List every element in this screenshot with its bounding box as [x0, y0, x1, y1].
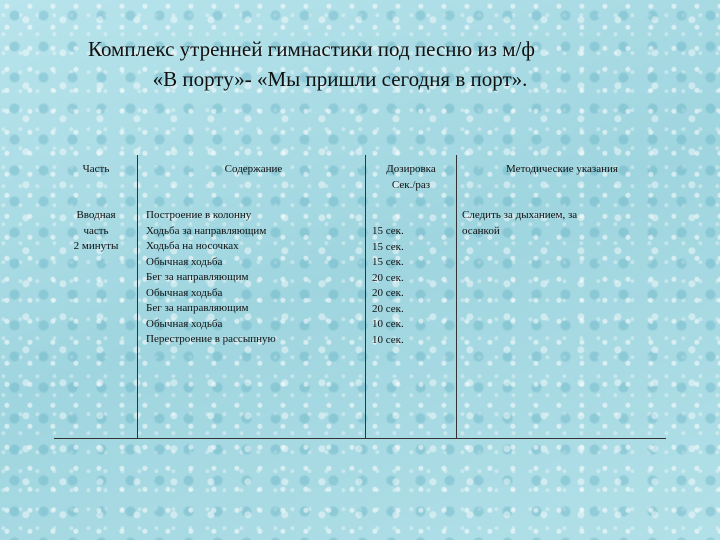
content-item: Построение в колонну [146, 209, 252, 221]
cell-dosage [372, 224, 458, 348]
dosage-item: 10 сек. [372, 333, 404, 346]
content-item: Ходьба на носочках [146, 240, 239, 252]
header-content: Содержание [224, 163, 283, 175]
guideline-line: осанкой [462, 224, 500, 237]
dosage-item: 15 сек. [372, 256, 404, 268]
dosage-item: 15 сек. [372, 225, 404, 237]
part-line: часть [83, 224, 109, 237]
cell-guidelines [462, 208, 662, 239]
content-item: Обычная ходьба [146, 255, 223, 268]
header-part: Часть [82, 163, 110, 175]
dosage-item: 15 сек. [372, 240, 404, 253]
content-item: Ходьба за направляющим [146, 224, 267, 237]
title-line-2: «В порту»- «Мы пришли сегодня в порт». [152, 67, 528, 91]
header-dosage-line-1: Дозировка [386, 163, 436, 175]
slide-title [60, 34, 620, 94]
dosage-item: 10 сек. [372, 318, 404, 330]
part-line: Вводная [76, 209, 116, 221]
content-item: Обычная ходьба [146, 317, 223, 330]
table-bottom-rule [54, 438, 666, 439]
header-dosage [368, 162, 454, 193]
dosage-item: 20 сек. [372, 302, 404, 315]
header-dosage-line-2: Сек./раз [391, 178, 431, 191]
table-divider-2 [365, 155, 366, 439]
cell-content [146, 208, 361, 348]
cell-part [60, 208, 132, 255]
dosage-item: 20 сек. [372, 271, 404, 284]
content-item: Обычная ходьба [146, 286, 223, 299]
table-divider-1 [137, 155, 138, 439]
title-line-1: Комплекс утренней гимнастики под песню из м/ф [88, 37, 535, 61]
content-item: Перестроение в рассыпную [146, 333, 276, 345]
content-item: Бег за направляющим [146, 271, 249, 283]
part-line: 2 минуты [73, 240, 119, 252]
guideline-line: Следить за дыханием, за [462, 209, 578, 221]
content-item: Бег за направляющим [146, 302, 249, 314]
header-guidelines: Методические указания [506, 163, 618, 175]
dosage-item: 20 сек. [372, 287, 404, 299]
